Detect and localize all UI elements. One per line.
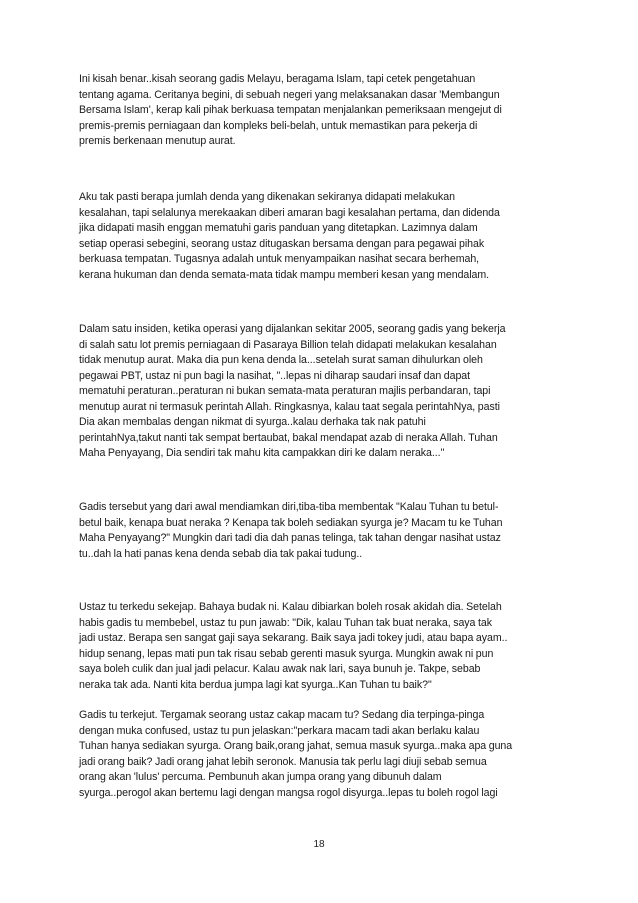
text-line: habis gadis tu membebel, ustaz tu pun jawab: "Dik, kalau Tuhan tak buat neraka, saya tak [79, 616, 492, 629]
text-line: saya boleh culik dan jual jadi pelacur. Kalau awak nak lari, saya bunuh je. Takpe, sebab [79, 663, 481, 675]
text-line: jika didapati masih enggan mematuhi garis panduan yang ditetapkan. Lazimnya dalam [79, 222, 478, 234]
text-line: mematuhi peraturan..peraturan ni bukan semata-mata peraturan majlis perbandaran, tapi [79, 385, 491, 397]
text-line: tentang agama. Ceritanya begini, di sebuah negeri yang melaksanakan dasar 'Membangun [79, 88, 500, 101]
text-line: Gadis tu terkejut. Tergamak seorang ustaz cakap macam tu? Sedang dia terpinga-pinga [79, 709, 485, 721]
text-line: Tuhan hanya sediakan syurga. Orang baik,orang jahat, semua masuk syurga..maka apa guna [79, 740, 513, 752]
paragraph-5 [79, 600, 565, 693]
text-line: Dalam satu insiden, ketika operasi yang dijalankan sekitar 2005, seorang gadis yang bekerja [79, 323, 506, 335]
text-line: jadi ustaz. Berapa sen sangat gaji saya sekarang. Baik saya jadi tokey judi, atau bapa ayam.. [79, 632, 508, 644]
text-line: setiap operasi sebegini, seorang ustaz ditugaskan bersama dengan para pegawai pihak [79, 237, 485, 250]
text-line: Maha Penyayang, Dia sendiri tak mahu kita campakkan diri ke dalam neraka..." [79, 447, 445, 459]
text-line: menutup aurat ni termasuk perintah Allah. Ringkasnya, kalau taat segala perintahNya, pasti [79, 400, 500, 413]
text-line: Bersama Islam', kerap kali pihak berkuasa tempatan menjalankan pemeriksaan mengejut di [79, 104, 502, 116]
text-line: hidup senang, lepas mati pun tak risau sebab gerenti masuk syurga. Mungkin awak ni pun [79, 647, 494, 660]
text-line: syurga..perogol akan bertemu lagi dengan mangsa rogol disyurga..lepas tu boleh rogol lagi [79, 786, 498, 799]
text-line: Dia akan membalas dengan nikmat di syurga..kalau derhaka tak nak patuhi [79, 416, 426, 428]
text-line: Aku tak pasti berapa jumlah denda yang dikenakan sekiranya didapati melakukan [79, 191, 455, 203]
text-line: di salah satu lot premis perniagaan di Pasaraya Billion telah didapati melakukan kesalahan [79, 338, 497, 351]
text-line: perintahNya,takut nanti tak sempat bertaubat, bakal mendapat azab di neraka Allah. Tuhan [79, 431, 498, 444]
paragraph-1 [79, 72, 565, 150]
page-number: 18 [313, 839, 325, 850]
text-line: berkuasa tempatan. Tugasnya adalah untuk menyampaikan nasihat secara berhemah, [79, 253, 480, 265]
paragraph-6 [79, 708, 565, 801]
text-line: premis-premis perniagaan dan kompleks beli-belah, untuk memastikan para pekerja di [79, 119, 478, 132]
text-line: Gadis tersebut yang dari awal mendiamkan diri,tiba-tiba membentak "Kalau Tuhan tu betul- [79, 501, 499, 513]
paragraph-2 [79, 190, 565, 283]
text-line: tu..dah la hati panas kena denda sebab dia tak pakai tudung.. [79, 547, 363, 560]
text-line: betul baik, kenapa buat neraka ? Kenapa tak boleh sediakan syurga je? Macam tu ke Tuhan [79, 516, 503, 529]
text-line: dengan muka confused, ustaz tu pun jelaskan:"perkara macam tadi akan berlaku kalau [79, 724, 480, 737]
text-line: kesalahan, tapi selalunya merekaakan diberi amaran bagi kesalahan pertama, dan didenda [79, 206, 500, 219]
text-line: kerana hukuman dan denda semata-mata tidak mampu memberi kesan yang mendalam. [79, 268, 490, 281]
text-line: orang akan 'lulus' percuma. Pembunuh akan jumpa orang yang dibunuh dalam [79, 771, 442, 783]
text-line: jadi orang baik? Jadi orang jahat lebih seronok. Manusia tak perlu lagi diuji sebab semua [79, 755, 487, 768]
text-line: tidak menutup aurat. Maka dia pun kena denda la...setelah surat saman dihulurkan oleh [79, 354, 483, 366]
text-line: Ini kisah benar..kisah seorang gadis Melayu, beragama Islam, tapi cetek pengetahuan [79, 73, 476, 85]
text-line: Ustaz tu terkedu sekejap. Bahaya budak ni. Kalau dibiarkan boleh rosak akidah dia. Setelah [79, 601, 502, 613]
text-line: premis berkenaan menutup aurat. [79, 135, 236, 147]
paragraph-3 [79, 322, 565, 462]
paragraph-4 [79, 500, 565, 562]
text-line: pegawai PBT, ustaz ni pun bagi la nasihat, "..lepas ni diharap saudari insaf dan dapat [79, 369, 471, 382]
text-line: Maha Penyayang?" Mungkin dari tadi dia dah panas telinga, tak tahan dengar nasihat ustaz [79, 532, 501, 544]
text-line: neraka tak ada. Nanti kita berdua jumpa lagi kat syurga..Kan Tuhan tu baik?" [79, 678, 432, 691]
